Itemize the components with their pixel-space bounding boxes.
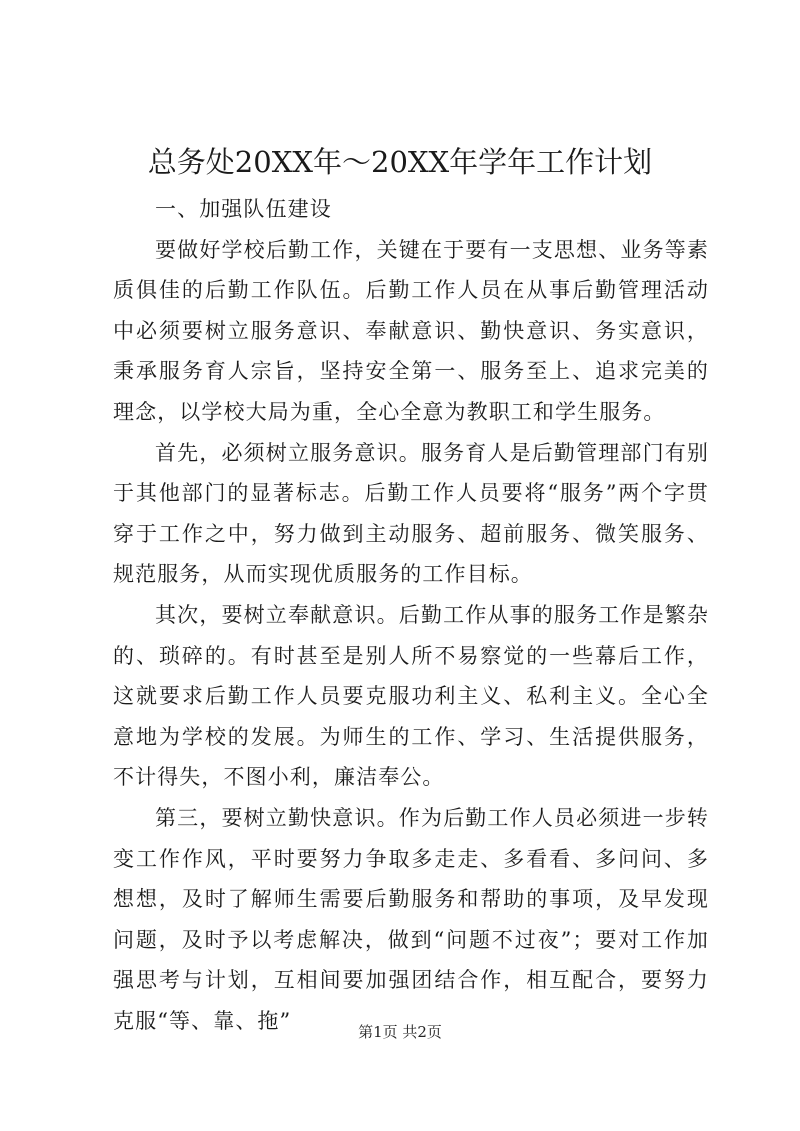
- paragraph: 第三，要树立勤快意识。作为后勤工作人员必须进一步转变工作作风，平时要努力争取多走走、多看看、多问问、多想想，及时了解师生需要后勤服务和帮助的事项，及早发现问题，及时予以考虑解决，做到“问题不过夜”；要对工作加强思考与计划，互相间要加强团结合作，相互配合，要努力克服“等、靠、拖”: [113, 805, 709, 1033]
- page-footer: 第1页 共2页: [358, 1023, 442, 1041]
- paragraph: 首先，必须树立服务意识。服务育人是后勤管理部门有别于其他部门的显著标志。后勤工作人员要将“服务”两个字贯穿于工作之中，努力做到主动服务、超前服务、微笑服务、规范服务，从而实现优质服务的工作目标。: [113, 440, 709, 587]
- paragraph: 要做好学校后勤工作，关键在于要有一支思想、业务等素质俱佳的后勤工作队伍。后勤工作人员在从事后勤管理活动中必须要树立服务意识、奉献意识、勤快意识、务实意识，秉承服务育人宗旨，坚持安全第一、服务至上、追求完美的理念，以学校大局为重，全心全意为教职工和学生服务。: [113, 237, 709, 424]
- document-title: 总务处20XX年～20XX年学年工作计划: [147, 145, 653, 179]
- paragraph: 其次，要树立奉献意识。后勤工作从事的服务工作是繁杂的、琐碎的。有时甚至是别人所不易察觉的一些幕后工作，这就要求后勤工作人员要克服功利主义、私利主义。全心全意地为学校的发展。为师生的工作、学习、生活提供服务，不计得失，不图小利，廉洁奉公。: [113, 602, 709, 790]
- section-heading: 一、加强队伍建设: [155, 197, 332, 221]
- document-body: [113, 189, 709, 1041]
